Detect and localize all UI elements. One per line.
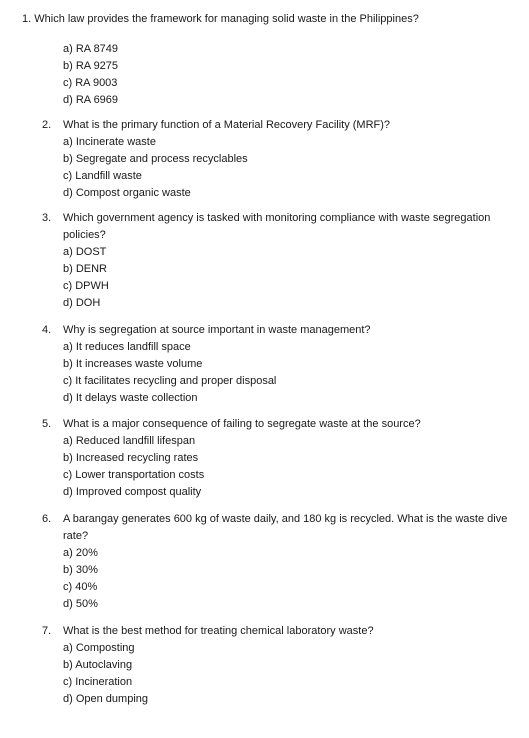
question-1-option-c: c) RA 9003 xyxy=(63,77,118,89)
question-2 xyxy=(42,117,529,202)
question-2-option-c: c) Landfill waste xyxy=(63,170,142,182)
question-2-stem-line-1: What is the primary function of a Material Recovery Facility (MRF)? xyxy=(63,119,391,131)
question-5-option-d: d) Improved compost quality xyxy=(63,486,202,498)
question-3-stem-line-2: policies? xyxy=(63,229,106,241)
question-4-option-a: a) It reduces landfill space xyxy=(63,341,191,353)
question-1-option-b: b) RA 9275 xyxy=(63,60,119,72)
question-6-option-d: d) 50% xyxy=(63,598,98,610)
question-6-option-b: b) 30% xyxy=(63,564,98,576)
question-6-number: 6. xyxy=(42,513,52,525)
question-7-option-a: a) Composting xyxy=(63,642,135,654)
question-7-option-c: c) Incineration xyxy=(63,676,133,688)
question-3-option-c: c) DPWH xyxy=(63,280,109,292)
question-6 xyxy=(42,511,529,613)
question-4 xyxy=(42,322,529,407)
question-3-option-a: a) DOST xyxy=(63,246,107,258)
question-2-option-d: d) Compost organic waste xyxy=(63,187,191,199)
question-3 xyxy=(42,210,529,312)
question-4-option-c: c) It facilitates recycling and proper disposal xyxy=(63,375,277,387)
question-5-option-a: a) Reduced landfill lifespan xyxy=(63,435,196,447)
question-3-option-d: d) DOH xyxy=(63,297,101,309)
question-6-option-c: c) 40% xyxy=(63,581,98,593)
question-1-options xyxy=(63,41,529,109)
question-5-option-b: b) Increased recycling rates xyxy=(63,452,199,464)
question-1-number: 1. xyxy=(22,13,32,25)
question-1-option-a: a) RA 8749 xyxy=(63,43,119,55)
question-6-stem-line-2: rate? xyxy=(63,530,89,542)
question-3-option-b: b) DENR xyxy=(63,263,108,275)
question-4-stem-line-1: Why is segregation at source important in waste management? xyxy=(63,324,371,336)
question-7 xyxy=(42,623,529,708)
question-7-stem-line-1: What is the best method for treating chemical laboratory waste? xyxy=(63,625,374,637)
question-5-number: 5. xyxy=(42,418,52,430)
question-3-number: 3. xyxy=(42,212,52,224)
question-1-stem-line-1: Which law provides the framework for managing solid waste in the Philippines? xyxy=(34,13,419,25)
question-6-option-a: a) 20% xyxy=(63,547,98,559)
question-1-stem xyxy=(22,12,529,27)
question-1 xyxy=(22,12,529,109)
question-5 xyxy=(42,416,529,501)
question-6-stem-line-1: A barangay generates 600 kg of waste daily, and 180 kg is recycled. What is the waste dive xyxy=(63,513,508,525)
question-4-option-b: b) It increases waste volume xyxy=(63,358,203,370)
question-5-stem-line-1: What is a major consequence of failing to segregate waste at the source? xyxy=(63,418,421,430)
question-7-number: 7. xyxy=(42,625,52,637)
question-7-option-d: d) Open dumping xyxy=(63,693,148,705)
question-2-option-a: a) Incinerate waste xyxy=(63,136,156,148)
question-3-stem-line-1: Which government agency is tasked with monitoring compliance with waste segregation xyxy=(63,212,491,224)
question-7-option-b: b) Autoclaving xyxy=(63,659,133,671)
question-2-number: 2. xyxy=(42,119,52,131)
question-4-option-d: d) It delays waste collection xyxy=(63,392,198,404)
question-2-option-b: b) Segregate and process recyclables xyxy=(63,153,248,165)
question-4-number: 4. xyxy=(42,324,52,336)
question-1-option-d: d) RA 6969 xyxy=(63,94,119,106)
question-5-option-c: c) Lower transportation costs xyxy=(63,469,205,481)
